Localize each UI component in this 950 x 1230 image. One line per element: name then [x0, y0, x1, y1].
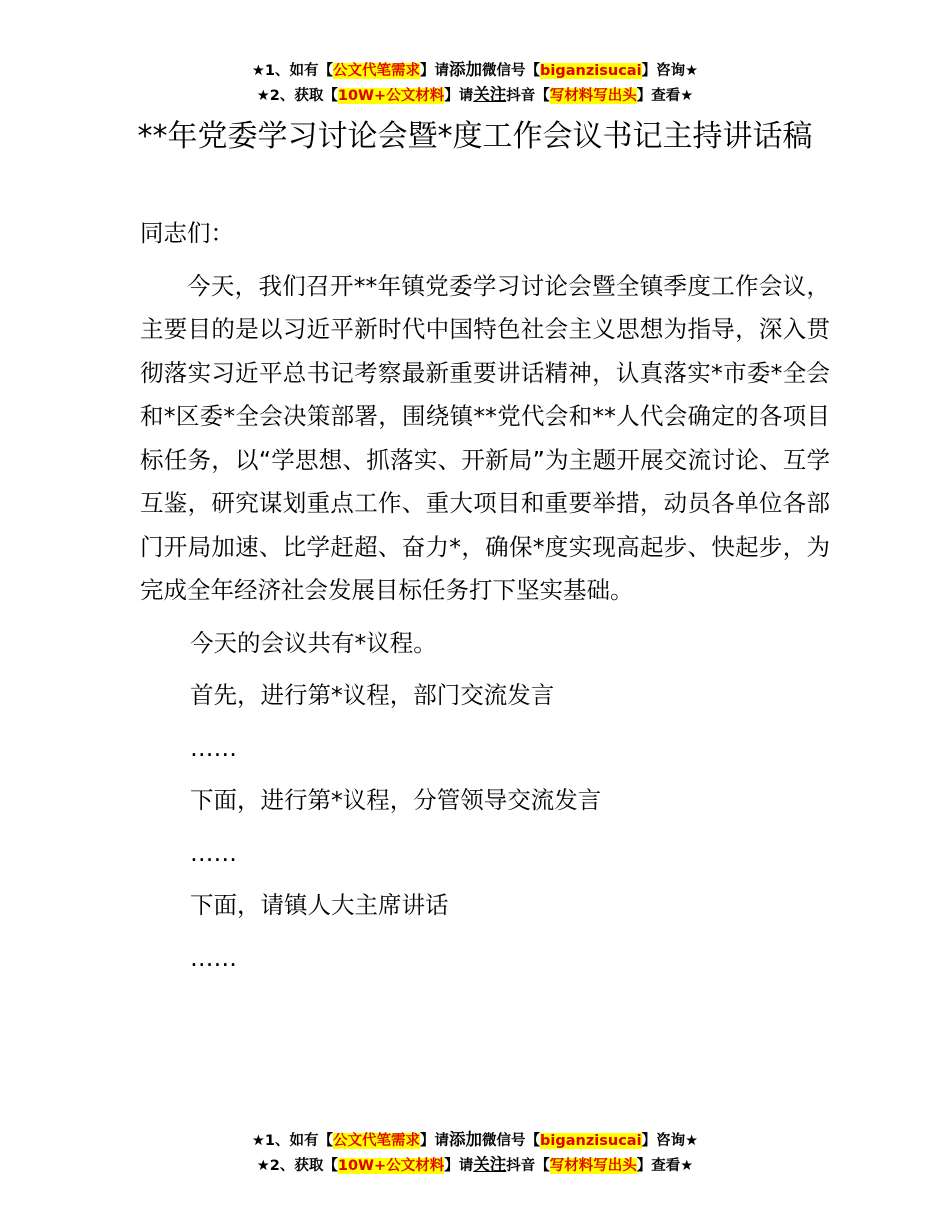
banner-text: 抖音【: [506, 88, 550, 104]
banner-highlight-wechat-id: biganzisucai: [540, 1133, 642, 1149]
banner-line-2: [0, 83, 950, 108]
banner-highlight-service: 公文代笔需求: [333, 63, 421, 79]
banner-highlight-materials: 10W+公文材料: [337, 1158, 445, 1174]
banner-emphasis: 关注: [473, 1155, 507, 1174]
header-banner: [0, 58, 950, 108]
banner-text: 】查看★: [636, 88, 694, 104]
banner-emphasis: 添加: [449, 60, 483, 79]
ellipsis: ……: [190, 838, 237, 867]
footer-banner: [0, 1128, 950, 1178]
banner-text: 】请: [420, 63, 450, 79]
banner-emphasis: 添加: [449, 1130, 483, 1149]
banner-emphasis: 关注: [473, 85, 507, 104]
banner-highlight-douyin: 写材料写出头: [549, 1158, 637, 1174]
agenda-step-3: 下面，请镇人大主席讲话: [190, 891, 449, 919]
banner-text: ★2、获取【: [256, 88, 338, 104]
banner-text: 】请: [420, 1133, 450, 1149]
banner-text: 】请: [444, 1158, 474, 1174]
banner-text: 抖音【: [506, 1158, 550, 1174]
banner-text: 微信号【: [482, 63, 541, 79]
banner-text: ★2、获取【: [256, 1158, 338, 1174]
banner-highlight-wechat-id: biganzisucai: [540, 63, 642, 79]
banner-text: ★1、如有【: [251, 63, 334, 79]
banner-highlight-materials: 10W+公文材料: [337, 88, 445, 104]
banner-line-2: [0, 1153, 950, 1178]
banner-text: ★1、如有【: [251, 1133, 334, 1149]
banner-text: 微信号【: [482, 1133, 541, 1149]
agenda-step-2: 下面，进行第*议程，分管领导交流发言: [190, 786, 602, 814]
banner-highlight-service: 公文代笔需求: [333, 1133, 421, 1149]
banner-text: 】查看★: [636, 1158, 694, 1174]
banner-text: 】咨询★: [641, 1133, 699, 1149]
banner-line-1: [0, 58, 950, 83]
opening-paragraph: 今天，我们召开**年镇党委学习讨论会暨全镇季度工作会议，主要目的是以习近平新时代中国特色社会主义思想为指导，深入贯彻落实习近平总书记考察最新重要讲话精神，认真落实*市委*全会和*区委*全会决策部署，围绕镇**党代会和**人代会确定的各项目标任务，以“学思想、抓落实、开新局”为主题开展交流讨论、互学互鉴，研究谋划重点工作、重大项目和重要举措，动员各单位各部门开局加速、比学赶超、奋力*，确保*度实现高起步、快起步，为完成全年经济社会发展目标任务打下坚实基础。: [140, 271, 830, 604]
banner-text: 】请: [444, 88, 474, 104]
banner-text: 】咨询★: [641, 63, 699, 79]
ellipsis: ……: [190, 733, 237, 762]
agenda-step-1: 首先，进行第*议程，部门交流发言: [190, 681, 555, 709]
banner-line-1: [0, 1128, 950, 1153]
greeting: 同志们：: [140, 219, 234, 247]
ellipsis: ……: [190, 943, 237, 972]
banner-highlight-douyin: 写材料写出头: [549, 88, 637, 104]
document-title: **年党委学习讨论会暨*度工作会议书记主持讲话稿: [137, 119, 813, 154]
agenda-line: 今天的会议共有*议程。: [190, 628, 437, 657]
document-body: [140, 212, 830, 989]
